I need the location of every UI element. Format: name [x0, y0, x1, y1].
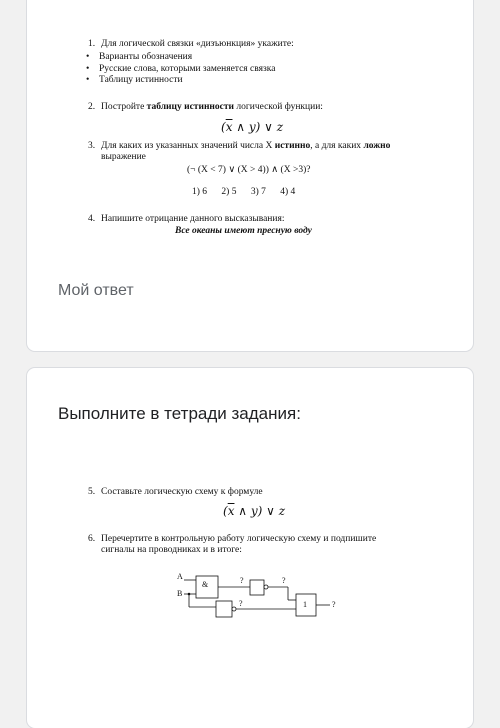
signal-question-mark: ?: [240, 576, 244, 585]
question-2-number: 2.: [88, 102, 96, 112]
question-3-line-2: выражение: [101, 152, 146, 162]
question-2-bold: таблицу истинности: [146, 102, 235, 112]
question-2-text-end: логической функции:: [234, 102, 323, 112]
option-item: 1) 6: [192, 187, 208, 197]
question-3-number: 3.: [88, 141, 96, 151]
question-4-text: Напишите отрицание данного высказывания:: [101, 214, 285, 224]
output-question-mark: ?: [332, 600, 336, 609]
not-gate: [216, 601, 232, 617]
question-2-text: Постройте: [101, 102, 147, 112]
logic-circuit-diagram: [172, 570, 342, 620]
question-4-sentence: Все океаны имеют пресную воду: [175, 226, 312, 236]
bullet-item: • Варианты обозначения: [86, 52, 275, 64]
question-1-text: Для логической связки «дизъюнкция» укажите:: [101, 39, 294, 49]
option-item: 3) 7: [250, 187, 266, 197]
question-5-number: 5.: [88, 487, 96, 497]
question-3-expression: (¬ (X < 7) ∨ (X > 4)) ∧ (X >3)?: [187, 165, 311, 175]
question-5-text: Составьте логическую схему к формуле: [101, 487, 263, 497]
formula-negated-x: $\overline{x}$: [227, 504, 235, 518]
section-title: Выполните в тетради задания:: [58, 404, 301, 423]
bullet-item: • Русские слова, которыми заменяется связка: [86, 64, 275, 76]
formula-q2: ($\overline{x}$ ∧ y) ∨ z: [221, 120, 284, 134]
or-gate-symbol: 1: [303, 600, 307, 609]
my-answer-label[interactable]: Мой ответ: [58, 282, 134, 299]
signal-question-mark: ?: [239, 599, 243, 608]
option-item: 2) 5: [221, 187, 237, 197]
question-6-number: 6.: [88, 534, 96, 544]
question-6-line-2: сигналы на проводниках и в итоге:: [101, 545, 242, 555]
formula-negated-x: $\overline{x}$: [225, 120, 233, 134]
question-1-bullets: [86, 52, 275, 87]
middle-gate: [250, 580, 264, 595]
input-a-label: A: [177, 572, 183, 581]
signal-question-mark: ?: [282, 576, 286, 585]
question-4-number: 4.: [88, 214, 96, 224]
bullet-item: • Таблицу истинности: [86, 75, 275, 87]
question-3-options: [192, 187, 307, 197]
and-gate-symbol: &: [202, 580, 209, 589]
formula-q5: ($\overline{x}$ ∧ y) ∨ z: [223, 504, 286, 518]
question-6-text-line-1: Перечертите в контрольную работу логическую схему и подпишите: [101, 534, 377, 544]
option-item: 4) 4: [280, 187, 296, 197]
question-1-number: 1.: [88, 39, 96, 49]
input-b-label: B: [177, 589, 183, 598]
